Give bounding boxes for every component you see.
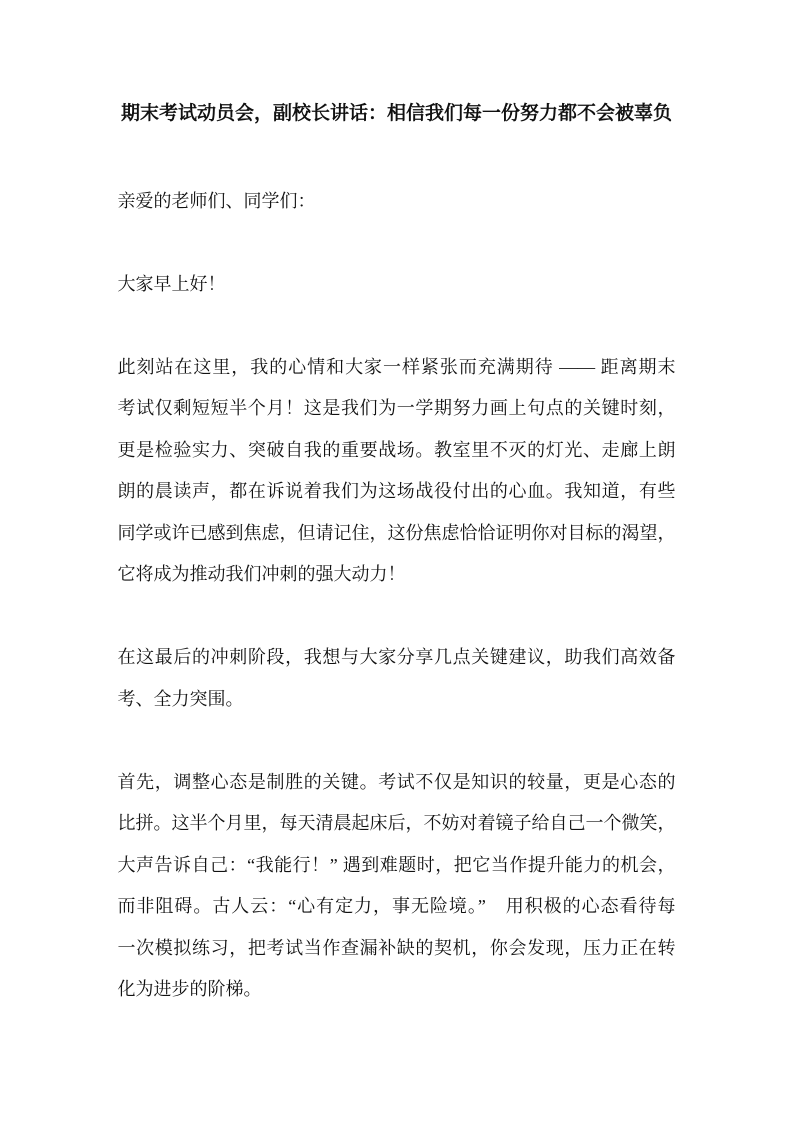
paragraph-greeting (118, 264, 676, 306)
document-title: 期末考试动员会，副校长讲话：相信我们每一份努力都不会被辜负 (120, 103, 672, 124)
text-line: 它将成为推动我们冲刺的强大动力！ (117, 564, 406, 584)
text-line: 亲爱的老师们、同学们： (117, 190, 316, 211)
text-line: 化为进步的阶梯。 (117, 979, 262, 999)
text-line: 首先，调整心态是制胜的关键。考试不仅是知识的较量，更是心态的 (117, 771, 676, 792)
text-line: 而非阻碍。古人云：“心有定力，事无险境。” 用积极的心态看待每 (117, 896, 676, 916)
paragraph-transition (118, 637, 676, 720)
text-line: 比拼。这半个月里，每天清晨起床后，不妨对着镜子给自己一个微笑， (117, 813, 676, 833)
paragraph-advice-mindset (118, 762, 676, 1011)
text-line: 考试仅剩短短半个月！这是我们为一学期努力画上句点的关键时刻， (117, 398, 676, 418)
text-line: 大声告诉自己：“我能行！” 遇到难题时，把它当作提升能力的机会， (117, 854, 676, 875)
text-line: 一次模拟练习，把考试当作查漏补缺的契机，你会发现，压力正在转 (117, 937, 676, 958)
text-line: 同学或许已感到焦虑，但请记住，这份焦虑恰恰证明你对目标的渴望， (117, 522, 676, 543)
paragraph-salutation (118, 181, 676, 223)
document-page (118, 0, 676, 1011)
text-line: 此刻站在这里，我的心情和大家一样紧张而充满期待 —— 距离期末 (117, 356, 676, 377)
text-line: 更是检验实力、突破自我的重要战场。教室里不灭的灯光、走廊上朗 (117, 439, 676, 460)
text-line: 朗的晨读声，都在诉说着我们为这场战役付出的心血。我知道，有些 (117, 481, 676, 501)
text-line: 在这最后的冲刺阶段，我想与大家分享几点关键建议，助我们高效备 (117, 647, 676, 667)
text-line: 大家早上好！ (117, 273, 226, 294)
text-line: 考、全力突围。 (117, 688, 244, 709)
paragraph-opening (118, 347, 676, 596)
